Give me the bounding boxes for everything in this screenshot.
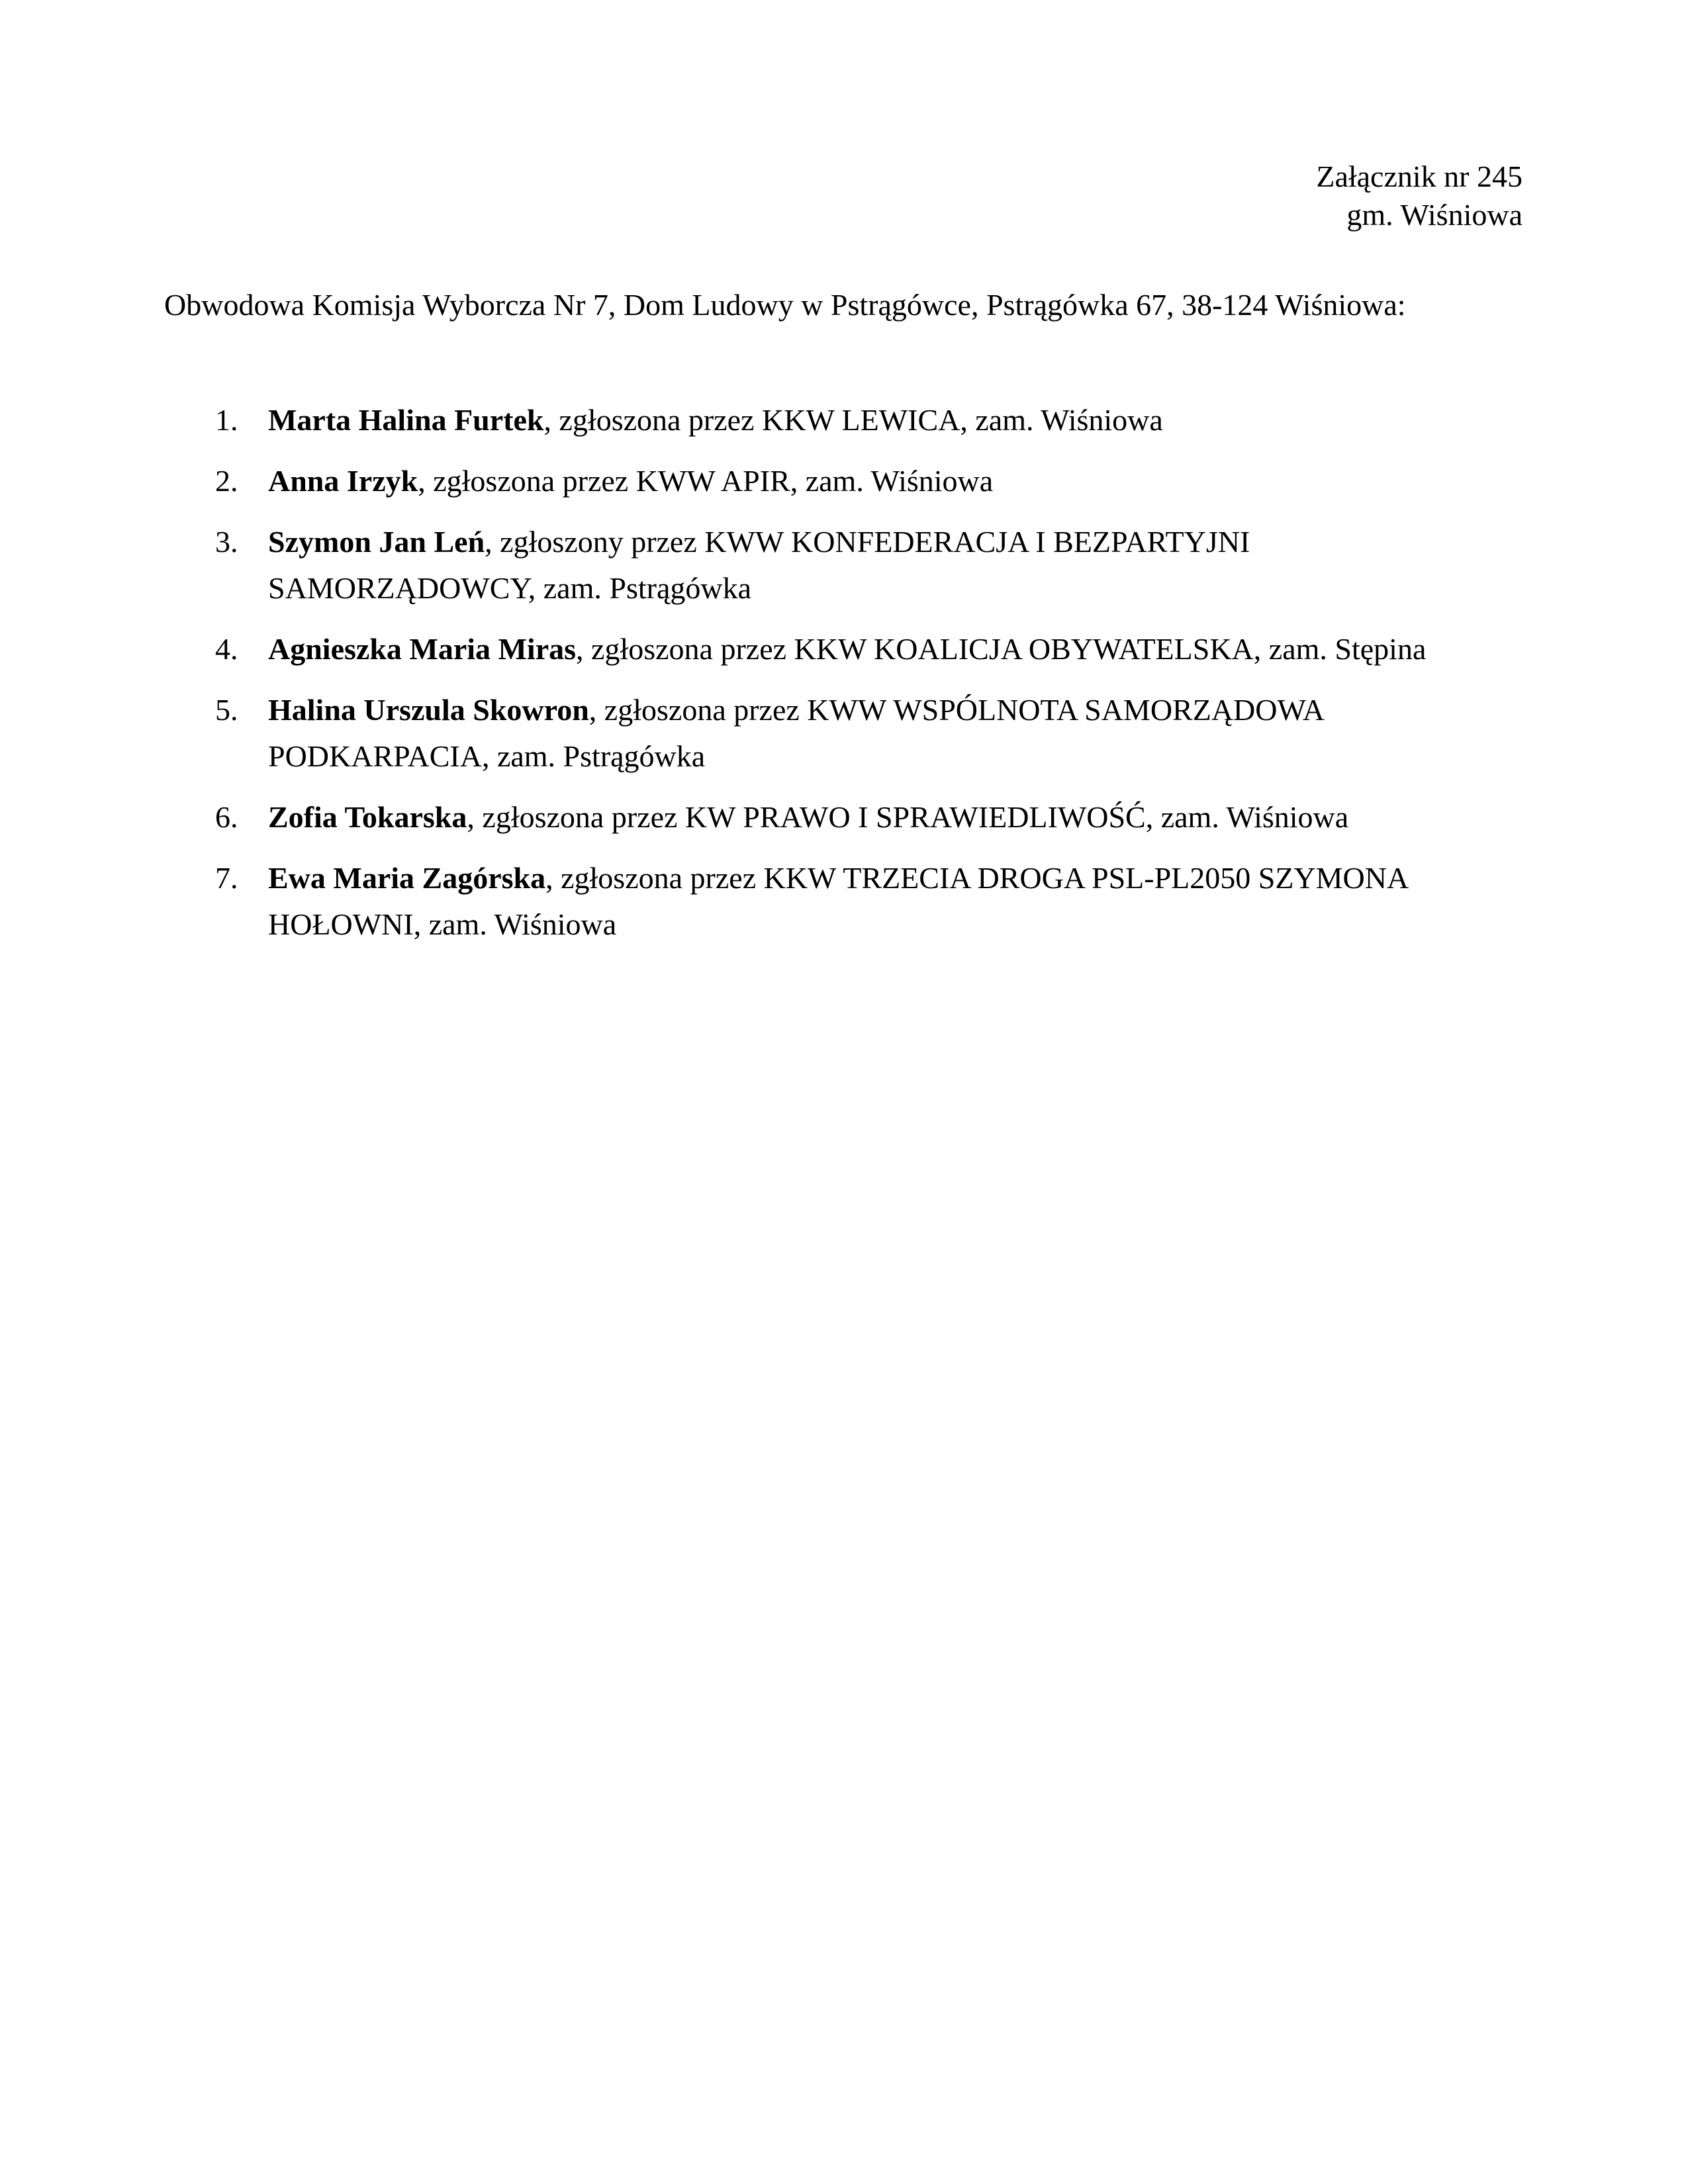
attachment-number: Załącznik nr 245 <box>1316 159 1523 193</box>
member-name: Ewa Maria Zagórska <box>268 861 546 895</box>
list-item-number: 5. <box>215 693 238 727</box>
member-details: , zgłoszony przez KWW KONFEDERACJA I BEZPARTYJNI SAMORZĄDOWCY, zam. Pstrągówka <box>268 525 1250 605</box>
member-name: Zofia Tokarska <box>268 800 467 834</box>
member-name: Marta Halina Furtek <box>268 403 544 437</box>
list-item <box>0 855 1688 948</box>
members-list <box>0 397 1688 962</box>
member-name: Anna Irzyk <box>268 464 418 498</box>
list-item-number: 6. <box>215 800 238 834</box>
member-details: , zgłoszona przez KKW KOALICJA OBYWATELSKA, zam. Stępina <box>576 632 1427 666</box>
list-item <box>0 687 1688 780</box>
attachment-header <box>1316 158 1523 234</box>
list-item <box>0 794 1688 841</box>
municipality-name: gm. Wiśniowa <box>1346 198 1523 232</box>
member-details: , zgłoszona przez KKW TRZECIA DROGA PSL-PL2050 SZYMONA HOŁOWNI, zam. Wiśniowa <box>268 861 1407 941</box>
list-item <box>0 458 1688 504</box>
member-name: Halina Urszula Skowron <box>268 693 589 727</box>
list-item <box>0 519 1688 612</box>
member-details: , zgłoszona przez KW PRAWO I SPRAWIEDLIWOŚĆ, zam. Wiśniowa <box>467 800 1349 834</box>
member-details: , zgłoszona przez KKW LEWICA, zam. Wiśniowa <box>543 403 1163 437</box>
list-item-number: 2. <box>215 464 238 498</box>
list-item-number: 7. <box>215 861 238 895</box>
commission-title: Obwodowa Komisja Wyborcza Nr 7, Dom Ludowy w Pstrągówce, Pstrągówka 67, 38-124 Wiśniowa: <box>164 288 1406 322</box>
list-item <box>0 626 1688 672</box>
member-details: , zgłoszona przez KWW APIR, zam. Wiśniowa <box>418 464 994 498</box>
list-item-number: 1. <box>215 403 238 437</box>
list-item <box>0 397 1688 443</box>
member-name: Agnieszka Maria Miras <box>268 632 577 666</box>
member-name: Szymon Jan Leń <box>268 525 485 559</box>
list-item-number: 3. <box>215 525 238 559</box>
list-item-number: 4. <box>215 632 238 666</box>
member-details: , zgłoszona przez KWW WSPÓLNOTA SAMORZĄDOWA PODKARPACIA, zam. Pstrągówka <box>268 693 1323 773</box>
